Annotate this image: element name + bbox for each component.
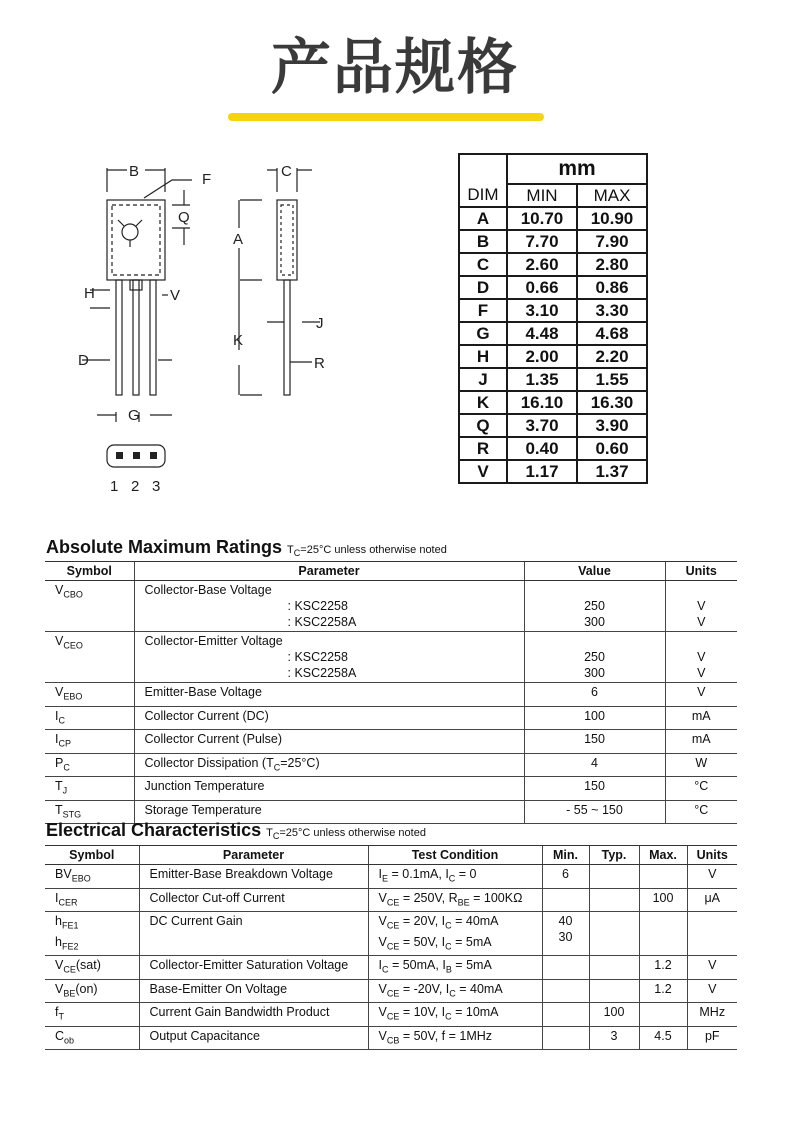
dim-max-cell: 7.90: [577, 230, 647, 253]
dim-dim-cell: K: [459, 391, 507, 414]
package-outline-drawing: [72, 150, 342, 500]
dim-max-cell: 1.37: [577, 460, 647, 483]
dim-row: [459, 391, 647, 414]
dim-dim-cell: B: [459, 230, 507, 253]
table-row: $V_{CBO}$ Collector-Base Voltage : KSC2258 : KSC2258A 250 300 V V: [45, 581, 737, 632]
dimension-table: [458, 153, 648, 484]
dim-max-cell: 3.30: [577, 299, 647, 322]
amr-parameter-header: Parameter: [134, 562, 524, 581]
label-f: F: [202, 171, 212, 188]
dim-min-cell: 10.70: [507, 207, 577, 230]
dim-min-cell: 3.10: [507, 299, 577, 322]
min-header: MIN: [507, 184, 577, 207]
dim-dim-cell: G: [459, 322, 507, 345]
label-r: R: [314, 355, 325, 372]
dim-max-cell: 2.80: [577, 253, 647, 276]
dim-max-cell: 0.86: [577, 276, 647, 299]
unit-header: mm: [507, 154, 647, 184]
dim-row: [459, 414, 647, 437]
dim-min-cell: 3.70: [507, 414, 577, 437]
table-row: $I_C$ Collector Current (DC) 100 mA: [45, 706, 737, 730]
label-v: V: [170, 287, 181, 304]
dim-row: [459, 230, 647, 253]
pin-2: 2: [131, 478, 140, 495]
dim-dim-cell: A: [459, 207, 507, 230]
dim-dim-cell: J: [459, 368, 507, 391]
ec-symbol-header: Symbol: [45, 846, 139, 865]
label-a: A: [233, 231, 244, 248]
dim-min-cell: 2.00: [507, 345, 577, 368]
dim-dim-cell: C: [459, 253, 507, 276]
dim-max-cell: 3.90: [577, 414, 647, 437]
dim-row: [459, 276, 647, 299]
title-underline: [228, 113, 544, 121]
dim-max-cell: 10.90: [577, 207, 647, 230]
page-title: 产品规格: [271, 33, 519, 103]
dim-max-cell: 16.30: [577, 391, 647, 414]
amr-value-header: Value: [524, 562, 665, 581]
label-q: Q: [178, 209, 190, 226]
table-row: $C_{ob}$ Output Capacitance $V_{CB} = 50V$, f = 1MHz 3 4.5 pF: [45, 1026, 737, 1050]
table-row: $V_{CEO}$ Collector-Emitter Voltage : KSC2258 : KSC2258A 250 300 V V: [45, 632, 737, 683]
dim-dim-cell: F: [459, 299, 507, 322]
label-h: H: [84, 285, 95, 302]
table-row: $P_C$ Collector Dissipation $(T_C=25^\circ C)$ 4 W: [45, 753, 737, 777]
amr-symbol-header: Symbol: [45, 562, 134, 581]
table-row: $I_{CP}$ Collector Current (Pulse) 150 mA: [45, 730, 737, 754]
dim-min-cell: 1.35: [507, 368, 577, 391]
label-b: B: [128, 163, 140, 180]
max-header: MAX: [577, 184, 647, 207]
table-row: $T_{STG}$ Storage Temperature - 55 ~ 150 °C: [45, 800, 737, 824]
dim-dim-cell: V: [459, 460, 507, 483]
ec-title: Electrical Characteristics $T_C=25^\circ C$ unless otherwise noted: [46, 820, 426, 842]
label-d: D: [78, 352, 89, 369]
table-row: $T_J$ Junction Temperature 150 °C: [45, 777, 737, 801]
ec-test-header: Test Condition: [368, 846, 542, 865]
ec-table: [45, 845, 737, 1050]
dim-max-cell: 2.20: [577, 345, 647, 368]
dim-row: [459, 207, 647, 230]
pin-3: 3: [152, 478, 161, 495]
dim-row: [459, 460, 647, 483]
dim-row: [459, 322, 647, 345]
label-g: G: [128, 407, 140, 424]
table-row: $V_{BE}(on)$ Base-Emitter On Voltage $V_{CE} = -20V$, $I_C = 40mA$ 1.2 V: [45, 979, 737, 1003]
amr-title: Absolute Maximum Ratings $T_C=25^\circ C$ unless otherwise noted: [46, 537, 447, 559]
label-j: J: [316, 315, 324, 332]
dim-dim-cell: Q: [459, 414, 507, 437]
dim-min-cell: 0.40: [507, 437, 577, 460]
table-row: $V_{CE}(sat)$ Collector-Emitter Saturation Voltage $I_C = 50mA$, $I_B = 5mA$ 1.2 V: [45, 956, 737, 980]
table-row: $I_{CER}$ Collector Cut-off Current $V_{CE} = 250V$, $R_{BE} = 100K\Omega$ 100 μA: [45, 888, 737, 912]
ec-typ-header: Typ.: [589, 846, 639, 865]
dim-dim-cell: R: [459, 437, 507, 460]
label-c: C: [281, 163, 292, 180]
dim-header: DIM: [459, 184, 507, 207]
dim-row: [459, 299, 647, 322]
table-row: $V_{EBO}$ Emitter-Base Voltage 6 V: [45, 683, 737, 707]
pin-1: 1: [110, 478, 119, 495]
dim-min-cell: 0.66: [507, 276, 577, 299]
dim-min-cell: 2.60: [507, 253, 577, 276]
label-k: K: [233, 332, 244, 349]
amr-units-header: Units: [665, 562, 737, 581]
table-row: $h_{FE1}$ $h_{FE2}$ DC Current Gain $V_{CE} = 20V$, $I_C = 40mA$ $V_{CE} = 50V$, $I_C = 5mA$ 40 30: [45, 912, 737, 956]
dim-max-cell: 1.55: [577, 368, 647, 391]
ec-max-header: Max.: [639, 846, 687, 865]
dim-min-cell: 16.10: [507, 391, 577, 414]
dim-min-cell: 7.70: [507, 230, 577, 253]
dim-max-cell: 4.68: [577, 322, 647, 345]
dim-dim-cell: D: [459, 276, 507, 299]
ec-min-header: Min.: [542, 846, 589, 865]
dim-row: [459, 368, 647, 391]
ec-units-header: Units: [687, 846, 737, 865]
dim-row: [459, 345, 647, 368]
dim-dim-cell: H: [459, 345, 507, 368]
table-row: $f_T$ Current Gain Bandwidth Product $V_{CE} = 10V$, $I_C = 10mA$ 100 MHz: [45, 1003, 737, 1027]
dim-row: [459, 253, 647, 276]
table-row: $BV_{EBO}$ Emitter-Base Breakdown Voltage $I_E = 0.1mA$, $I_C = 0$ 6 V: [45, 865, 737, 889]
dim-min-cell: 1.17: [507, 460, 577, 483]
ec-parameter-header: Parameter: [139, 846, 368, 865]
amr-table: [45, 561, 737, 824]
dim-max-cell: 0.60: [577, 437, 647, 460]
dim-row: [459, 437, 647, 460]
dim-min-cell: 4.48: [507, 322, 577, 345]
